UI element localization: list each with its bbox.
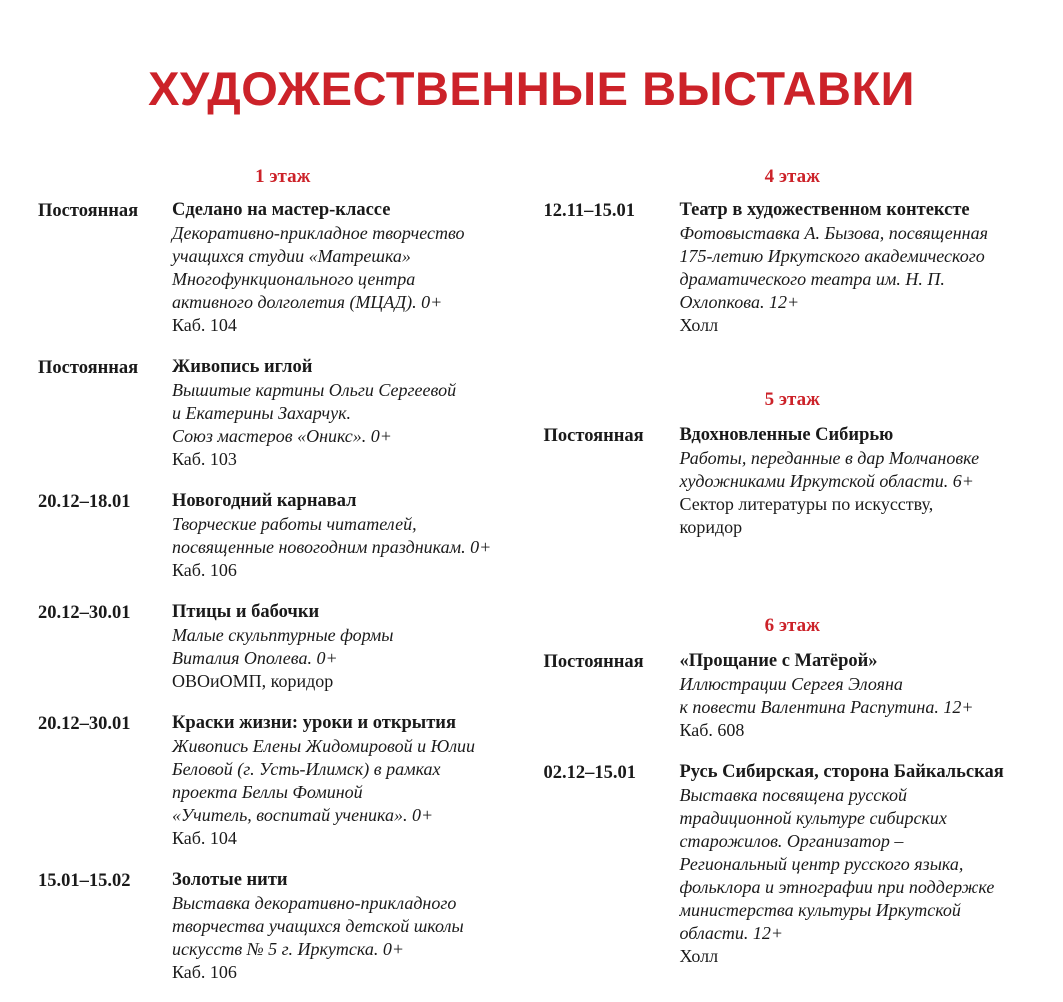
exhibition-entry [38, 600, 528, 693]
entry-description-line: Виталия Ополева. 0+ [172, 647, 338, 668]
entry-description-line: Выставка посвящена русской [679, 784, 908, 805]
entry-title: Русь Сибирская, сторона Байкальская [679, 761, 1004, 782]
entry-description-line: посвященные новогодним праздникам. 0+ [172, 536, 492, 557]
entry-description-line: Фотовыставка А. Бызова, посвященная [679, 222, 988, 243]
entry-description-line: Творческие работы читателей, [172, 513, 417, 534]
entry-place-line: Каб. 106 [172, 961, 237, 982]
entry-description-line: Декоративно-прикладное творчество [172, 222, 465, 243]
entry-description-line: области. 12+ [679, 922, 784, 943]
left-column [22, 144, 534, 1002]
floor-heading-1: 1 этаж [255, 165, 311, 187]
entry-date: 12.11–15.01 [543, 200, 635, 221]
floor-heading-6: 6 этаж [764, 614, 820, 636]
entry-body [680, 760, 1042, 968]
exhibition-entry [38, 868, 528, 984]
entry-body [172, 868, 528, 984]
entry-description-line: художниками Иркутской области. 6+ [679, 470, 974, 491]
entry-place-line: Каб. 104 [172, 827, 237, 848]
entry-description-line: проекта Беллы Фоминой [172, 781, 363, 802]
entry-description-line: искусств № 5 г. Иркутска. 0+ [172, 938, 404, 959]
entry-description-line: активного долголетия (МЦАД). 0+ [172, 291, 443, 312]
entry-date: 20.12–30.01 [38, 713, 131, 734]
exhibition-entry [544, 198, 1042, 337]
floor-heading-4: 4 этаж [764, 165, 820, 187]
entry-date: 15.01–15.02 [38, 870, 131, 891]
entry-place-line: Холл [679, 945, 719, 966]
entries-list-floor-6 [544, 649, 1042, 968]
entry-description-line: Иллюстрации Сергея Элояна [679, 673, 903, 694]
entry-description-line: министерства культуры Иркутской [679, 899, 961, 920]
right-column [534, 144, 1046, 986]
entry-description-line: творчества учащихся детской школы [172, 915, 464, 936]
exhibition-entry [38, 198, 528, 337]
entry-body [172, 355, 528, 471]
entry-description-line: Малые скульптурные формы [172, 624, 394, 645]
exhibition-entry [38, 711, 528, 850]
exhibition-entry [38, 489, 528, 582]
entry-description-line: старожилов. Организатор – [679, 830, 904, 851]
entry-date: 02.12–15.01 [543, 762, 636, 783]
entry-place-line: Каб. 608 [679, 719, 745, 740]
entry-description-line: Охлопкова. 12+ [679, 291, 800, 312]
entry-description-line: фольклора и этнографии при поддержке [679, 876, 995, 897]
entry-title: Птицы и бабочки [172, 601, 320, 622]
entry-description-line: Региональный центр русского языка, [679, 853, 964, 874]
entries-list-floor-1 [38, 198, 528, 984]
exhibition-entry [38, 355, 528, 471]
entry-description-line: Союз мастеров «Оникс». 0+ [172, 425, 392, 446]
entry-description-line: Многофункционального центра [172, 268, 416, 289]
entry-description-line: учащихся студии «Матрешка» [172, 245, 411, 266]
entry-title: Живопись иглой [172, 356, 313, 377]
entry-description-line: Работы, переданные в дар Молчановке [679, 447, 980, 468]
entry-body [680, 423, 1042, 539]
page-title: ХУДОЖЕСТВЕННЫЕ ВЫСТАВКИ [148, 62, 915, 116]
entry-place-line: Каб. 104 [172, 314, 237, 335]
entry-body [172, 600, 528, 693]
entry-title: Новогодний карнавал [172, 490, 357, 511]
entry-date: Постоянная [38, 200, 139, 221]
columns-container [0, 144, 1063, 1002]
entry-description-line: 175-летию Иркутского академического [679, 245, 985, 266]
entry-body [680, 649, 1042, 742]
entry-description-line: драматического театра им. Н. П. [679, 268, 945, 289]
entry-place-line: ОВОиОМП, коридор [172, 670, 334, 691]
entry-date: Постоянная [543, 425, 644, 446]
exhibitions-poster [0, 31, 1063, 982]
entry-place-line: Сектор литературы по искусству, [679, 493, 934, 514]
entry-description-line: Живопись Елены Жидомировой и Юлии [172, 735, 476, 756]
exhibition-entry [544, 760, 1042, 968]
entry-title: Краски жизни: уроки и открытия [172, 712, 456, 733]
entry-date: Постоянная [543, 651, 644, 672]
entry-body [172, 198, 528, 337]
entry-title: Театр в художественном контексте [679, 199, 970, 220]
floor-heading-5: 5 этаж [764, 388, 820, 410]
entry-date: 20.12–18.01 [38, 491, 131, 512]
entry-date: Постоянная [38, 357, 139, 378]
entries-list-floor-4 [544, 198, 1042, 337]
entry-place-line: коридор [679, 516, 743, 537]
entry-place-line: Холл [679, 314, 719, 335]
exhibition-entry [544, 423, 1042, 539]
entry-title: Вдохновленные Сибирью [679, 424, 894, 445]
entry-body [680, 198, 1042, 337]
entry-description-line: и Екатерины Захарчук. [172, 402, 351, 423]
entry-description-line: Вышитые картины Ольги Сергеевой [172, 379, 457, 400]
entry-description-line: к повести Валентина Распутина. 12+ [679, 696, 974, 717]
entry-body [172, 489, 528, 582]
entry-description-line: Выставка декоративно-прикладного [172, 892, 457, 913]
entry-place-line: Каб. 103 [172, 448, 237, 469]
entry-title: «Прощание с Матёрой» [679, 650, 878, 671]
exhibition-entry [544, 649, 1042, 742]
entry-title: Золотые нити [172, 869, 288, 890]
entry-place-line: Каб. 106 [172, 559, 237, 580]
entry-description-line: «Учитель, воспитай ученика». 0+ [172, 804, 434, 825]
entry-description-line: традиционной культуре сибирских [679, 807, 947, 828]
entry-description-line: Беловой (г. Усть-Илимск) в рамках [172, 758, 441, 779]
entry-body [172, 711, 528, 850]
entries-list-floor-5 [544, 423, 1042, 539]
entry-title: Сделано на мастер-классе [172, 199, 391, 220]
entry-date: 20.12–30.01 [38, 602, 131, 623]
